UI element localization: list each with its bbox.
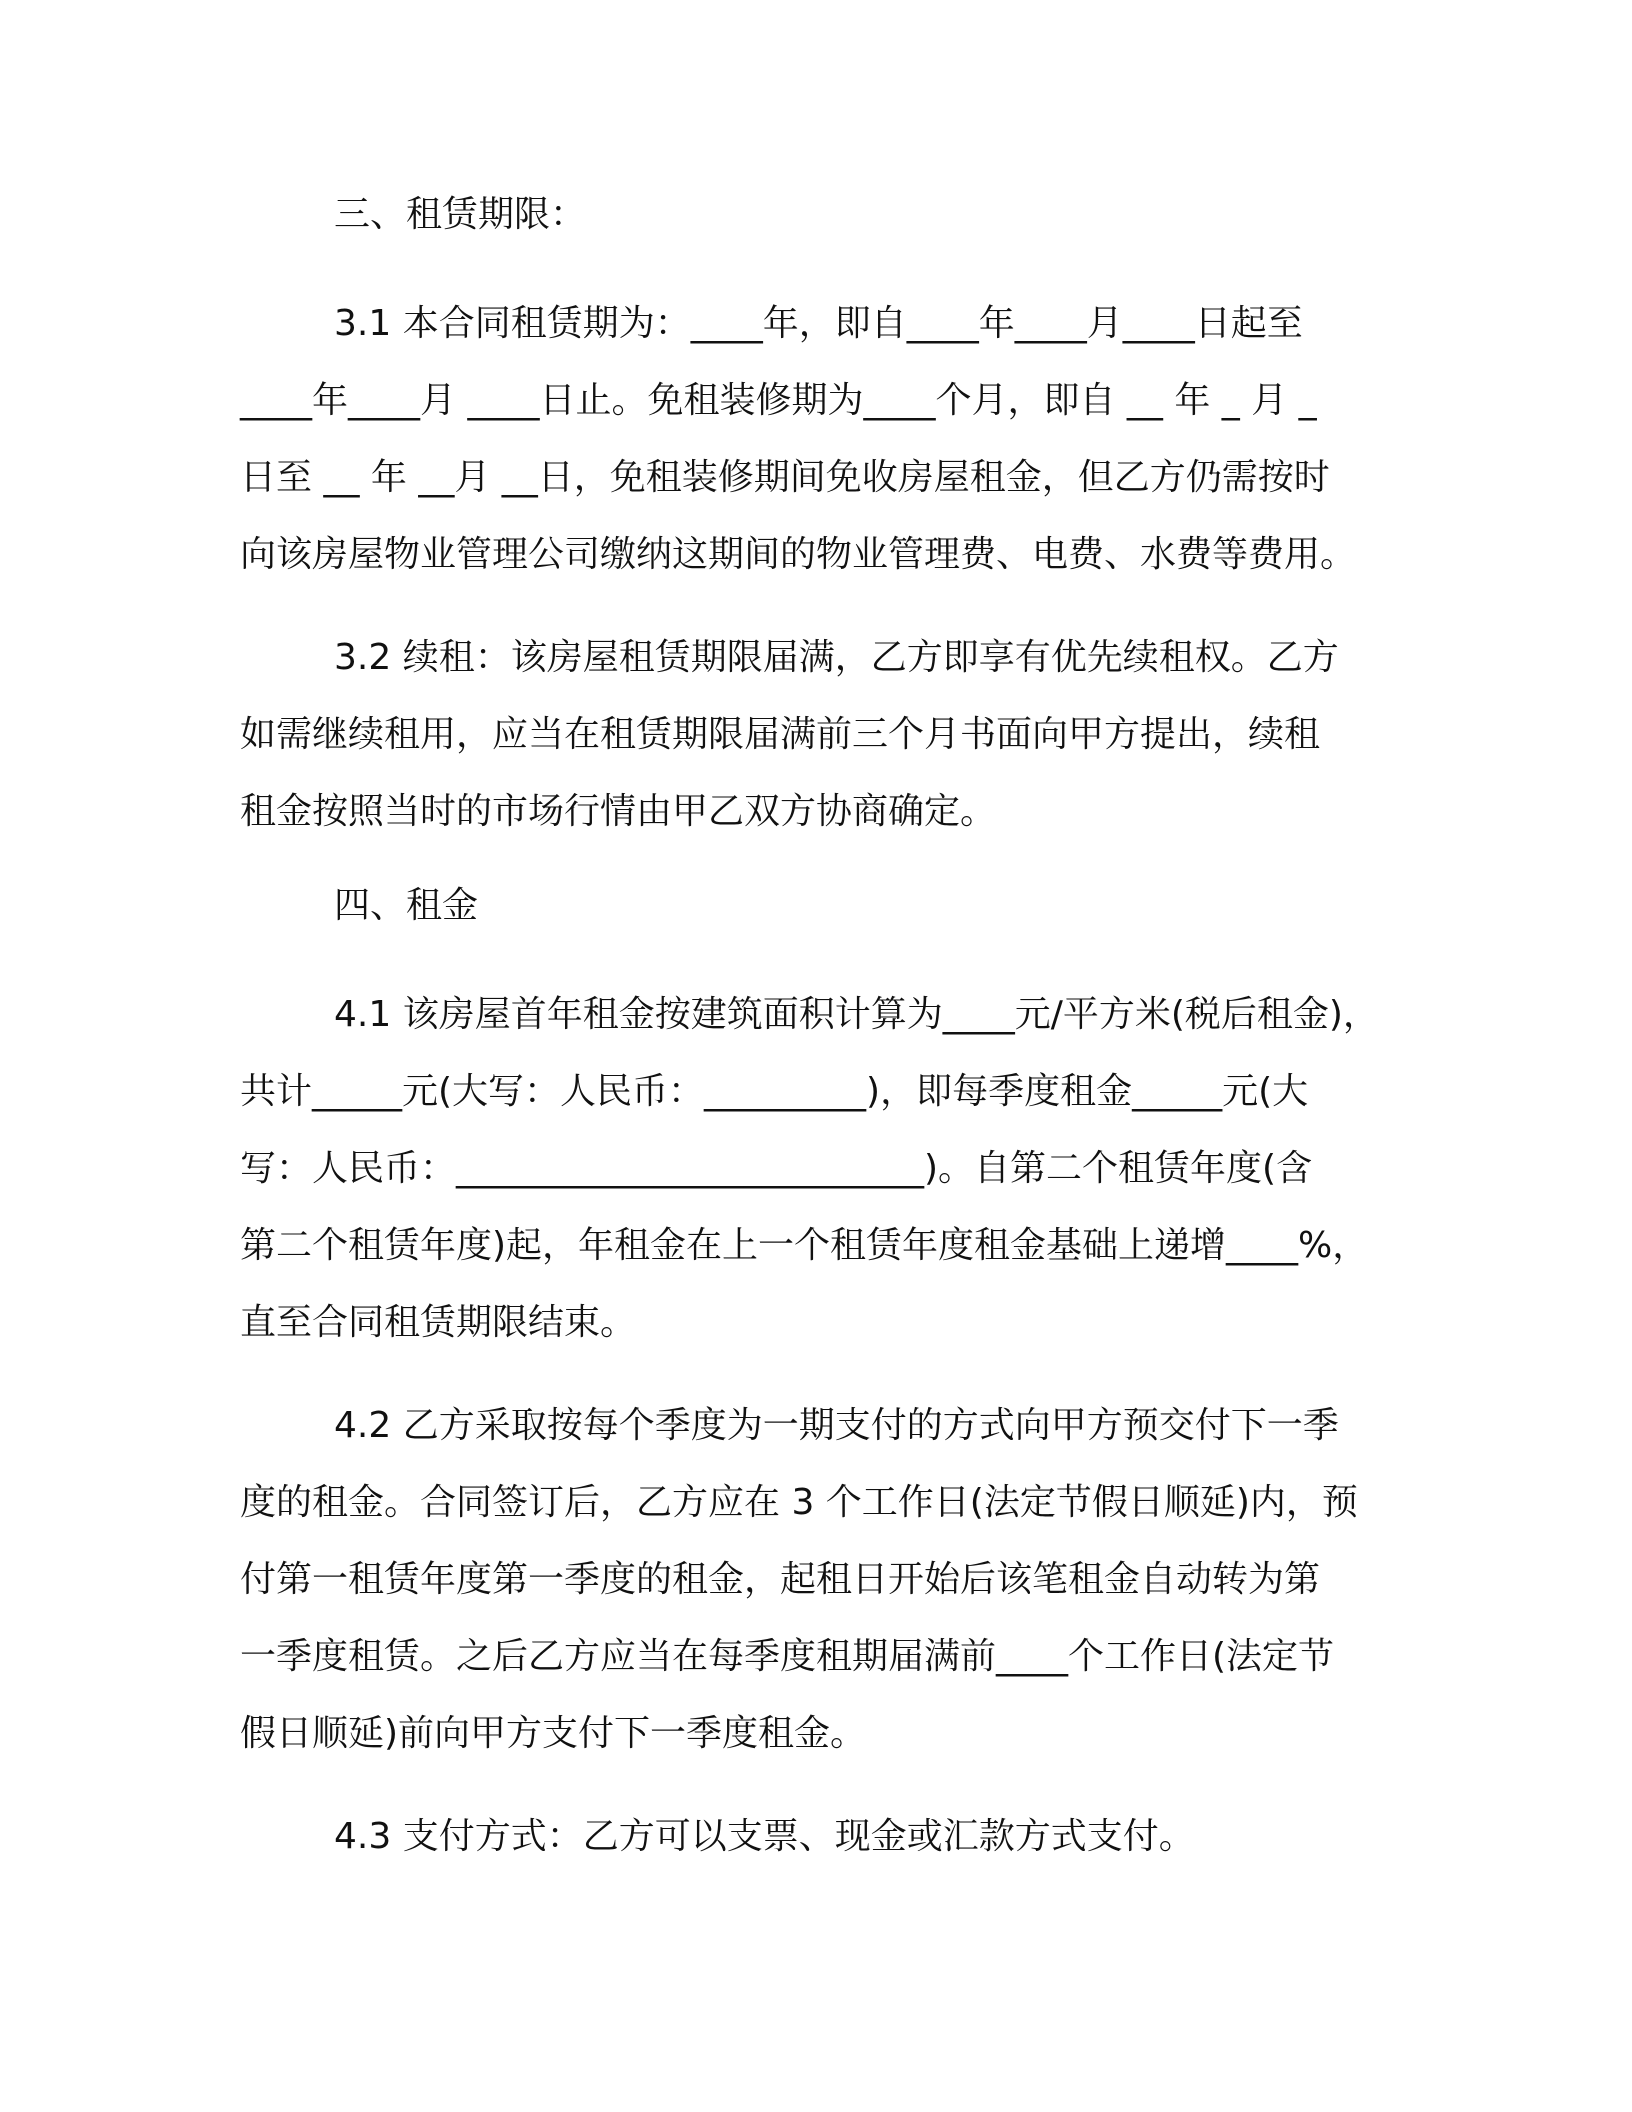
clause-4-2	[240, 1387, 1392, 1772]
clause-3-2	[240, 619, 1392, 850]
section-heading-lease-term: 三、租赁期限：	[334, 194, 587, 235]
clause-4-3	[240, 1798, 1392, 1875]
clause-4-2-line-2: 度的租金。合同签订后，乙方应在 3 个工作日(法定节假日顺延)内，预	[240, 1482, 1358, 1523]
clause-4-1-line-5: 直至合同租赁期限结束。	[240, 1302, 637, 1343]
clause-4-3-line-1: 4.3 支付方式：乙方可以支票、现金或汇款方式支付。	[334, 1816, 1195, 1857]
clause-3-2-line-3: 租金按照当时的市场行情由甲乙双方协商确定。	[240, 791, 997, 832]
clause-4-2-line-5: 假日顺延)前向甲方支付下一季度租金。	[240, 1713, 867, 1754]
clause-4-1-line-1: 4.1 该房屋首年租金按建筑面积计算为____元/平方米(税后租金)，	[334, 994, 1379, 1035]
clause-3-1-line-3: 日至 __ 年 __月 __日，免租装修期间免收房屋租金，但乙方仍需按时	[240, 457, 1330, 498]
clause-4-1-line-2: 共计_____元(大写：人民币：_________)，即每季度租金_____元(大	[240, 1071, 1309, 1112]
clause-3-1-line-2: ____年____月 ____日止。免租装修期为____个月，即自 __ 年 _ 月 _	[240, 380, 1317, 421]
document-body	[240, 185, 1392, 1901]
section-heading-rent: 四、租金	[334, 885, 479, 926]
clause-3-1-line-4: 向该房屋物业管理公司缴纳这期间的物业管理费、电费、水费等费用。	[240, 534, 1357, 575]
clause-4-1	[240, 976, 1392, 1361]
clause-3-1-line-1: 3.1 本合同租赁期为：____年，即自____年____月____日起至	[334, 303, 1303, 344]
clause-4-1-line-3: 写：人民币：__________________________)。自第二个租赁年度(含	[240, 1148, 1313, 1189]
clause-4-2-line-4: 一季度租赁。之后乙方应当在每季度租期届满前____个工作日(法定节	[240, 1636, 1335, 1677]
clause-4-2-line-3: 付第一租赁年度第一季度的租金，起租日开始后该笔租金自动转为第	[240, 1559, 1321, 1600]
clause-3-1	[240, 285, 1392, 593]
clause-4-2-line-1: 4.2 乙方采取按每个季度为一期支付的方式向甲方预交付下一季	[334, 1405, 1339, 1446]
clause-4-1-line-4: 第二个租赁年度)起，年租金在上一个租赁年度租金基础上递增____%，	[240, 1225, 1369, 1266]
clause-3-2-line-1: 3.2 续租：该房屋租赁期限届满，乙方即享有优先续租权。乙方	[334, 637, 1339, 678]
clause-3-2-line-2: 如需继续租用，应当在租赁期限届满前三个月书面向甲方提出，续租	[240, 714, 1321, 755]
